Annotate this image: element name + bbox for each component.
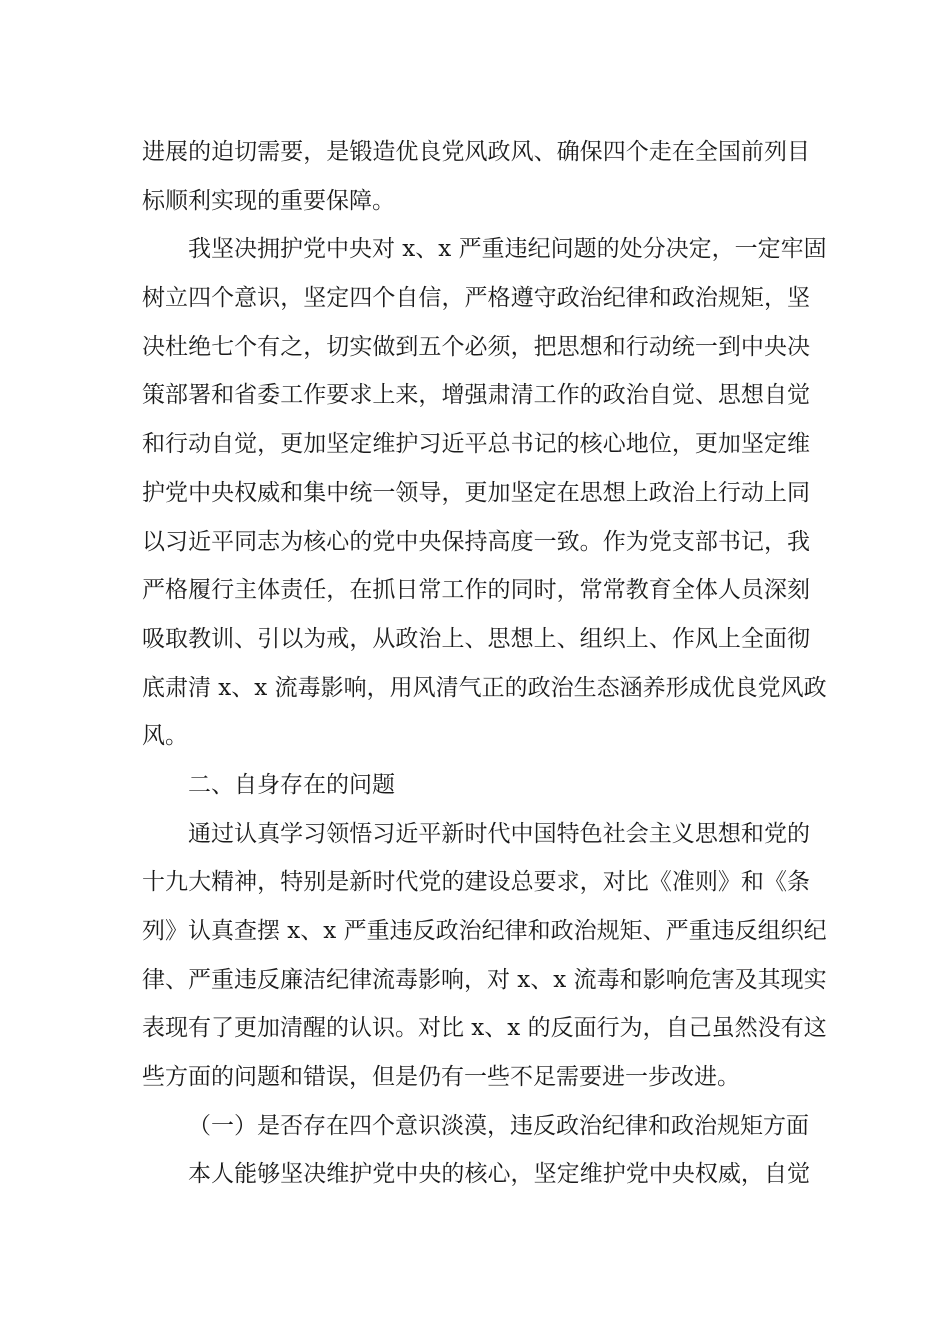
paragraph-line: 风。 xyxy=(142,723,188,750)
paragraph-line: 树立四个意识，坚定四个自信，严格遵守政治纪律和政治规矩，坚 xyxy=(142,285,810,312)
paragraph-line: 律、严重违反廉洁纪律流毒影响，对 x、x 流毒和影响危害及其现实 xyxy=(142,966,827,993)
paragraph-line: 通过认真学习领悟习近平新时代中国特色社会主义思想和党的 xyxy=(188,820,810,847)
paragraph-line: 列》认真查摆 x、x 严重违反政治纪律和政治规矩、严重违反组织纪 xyxy=(142,918,827,944)
paragraph-line: 标顺利实现的重要保障。 xyxy=(142,187,395,214)
section-heading: 二、自身存在的问题 xyxy=(188,771,395,798)
paragraph-line: 些方面的问题和错误，但是仍有一些不足需要进一步改进。 xyxy=(142,1064,740,1091)
paragraph-line: 本人能够坚决维护党中央的核心，坚定维护党中央权威，自觉 xyxy=(188,1161,810,1188)
paragraph-line: 表现有了更加清醒的认识。对比 x、x 的反面行为，自己虽然没有这 xyxy=(142,1015,827,1042)
paragraph-line: 进展的迫切需要，是锻造优良党风政风、确保四个走在全国前列目 xyxy=(142,139,810,165)
paragraph-line: 严格履行主体责任，在抓日常工作的同时，常常教育全体人员深刻 xyxy=(142,577,810,604)
paragraph-line: 决杜绝七个有之，切实做到五个必须，把思想和行动统一到中央决 xyxy=(142,333,810,360)
paragraph-line: 以习近平同志为核心的党中央保持高度一致。作为党支部书记，我 xyxy=(142,528,810,555)
subsection-heading: （一）是否存在四个意识淡漠，违反政治纪律和政治规矩方面 xyxy=(188,1112,809,1139)
paragraph-line: 护党中央权威和集中统一领导，更加坚定在思想上政治上行动上同 xyxy=(142,479,810,506)
paragraph-line: 吸取教训、引以为戒，从政治上、思想上、组织上、作风上全面彻 xyxy=(142,625,810,652)
paragraph-line: 底肃清 x、x 流毒影响，用风清气正的政治生态涵养形成优良党风政 xyxy=(142,674,827,701)
paragraph-line: 十九大精神，特别是新时代党的建设总要求，对比《准则》和《条 xyxy=(142,869,810,896)
paragraph-line: 和行动自觉，更加坚定维护习近平总书记的核心地位，更加坚定维 xyxy=(142,431,810,458)
paragraph-line: 我坚决拥护党中央对 x、x 严重违纪问题的处分决定，一定牢固 xyxy=(188,236,827,263)
document-body xyxy=(142,128,827,1199)
paragraph-line: 策部署和省委工作要求上来，增强肃清工作的政治自觉、思想自觉 xyxy=(142,382,810,409)
